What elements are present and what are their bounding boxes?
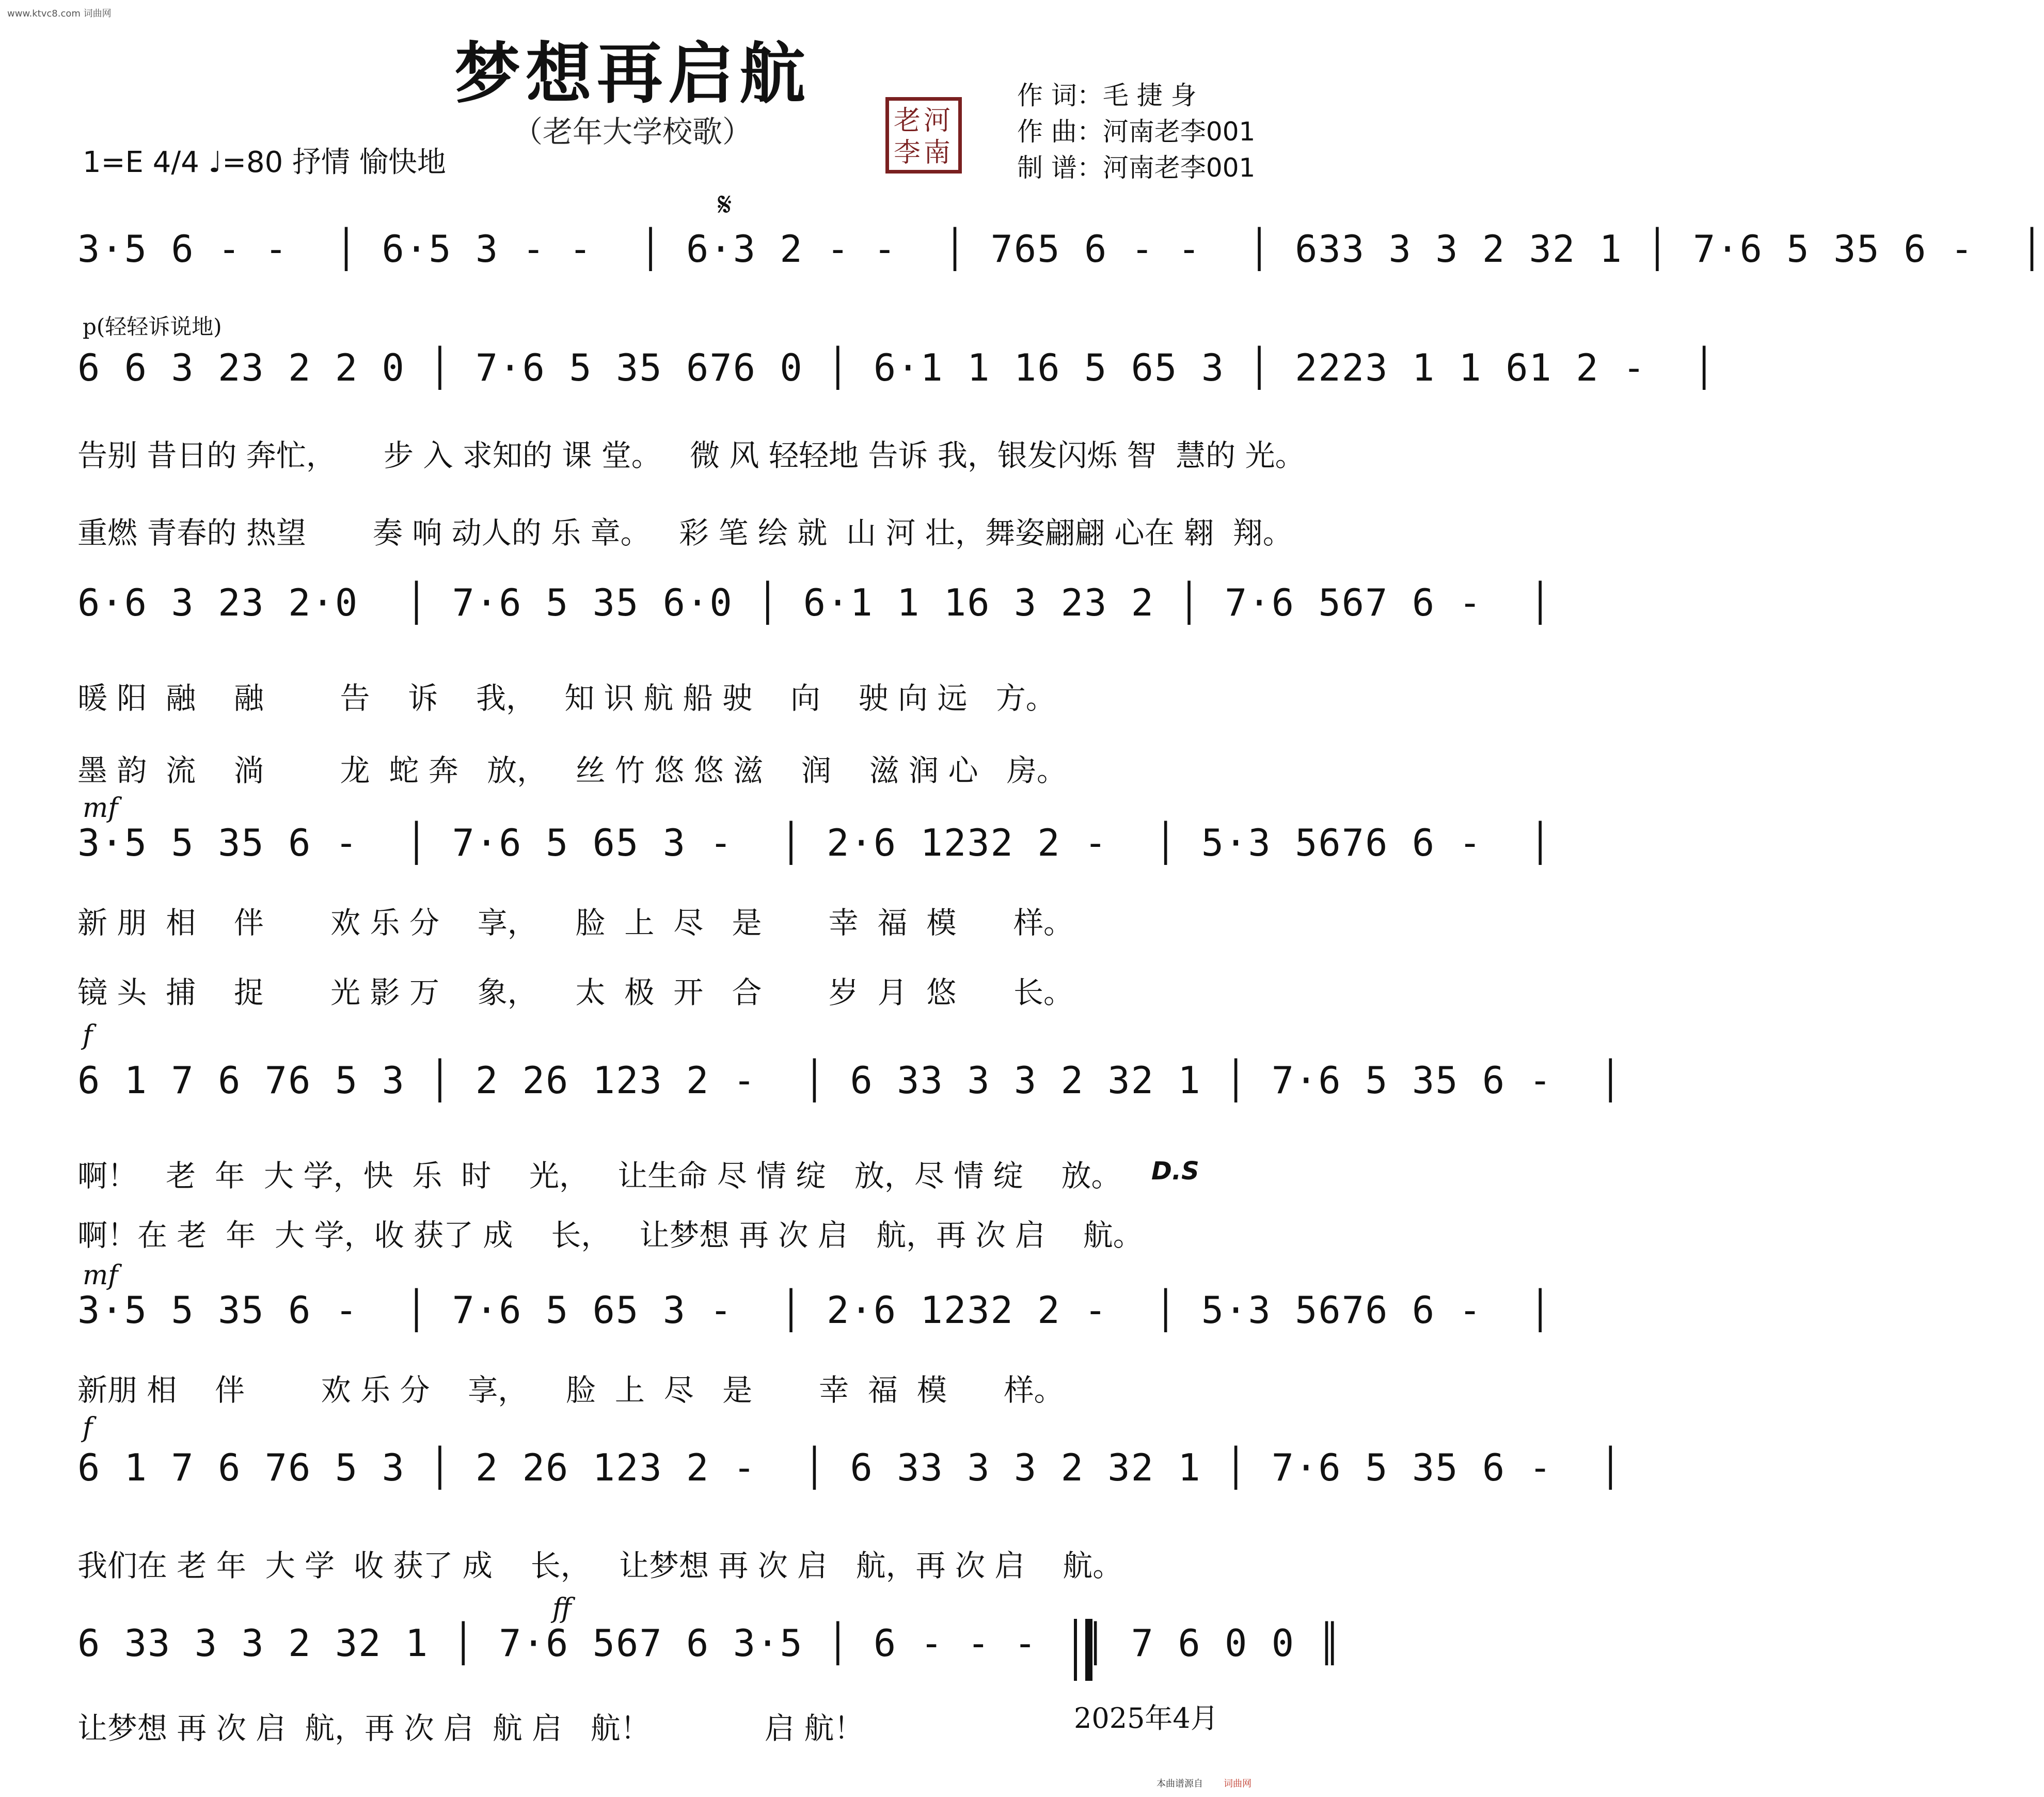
final-barline [1074, 1619, 1092, 1681]
lyrics-line: 暖 阳 融 融 告 诉 我， 知 识 航 船 驶 向 驶 向 远 方。 [77, 681, 1056, 716]
date-label: 2025年4月 [1074, 1702, 1218, 1735]
lyrics-line: 重燃 青春的 热望 奏 响 动人的 乐 章。 彩 笔 绘 就 山 河 壮，舞姿翩翩 心在 翱 翔。 [77, 515, 1293, 550]
lyrics-line: 啊！ 老 年 大 学，快 乐 时 光， 让生命 尽 情 绽 放，尽 情 绽 放。 [77, 1158, 1121, 1193]
page-subtitle: （老年大学校歌） [512, 114, 752, 149]
footer-site: 词曲网 [1224, 1778, 1251, 1789]
footer-source: 本曲谱源自 [1156, 1778, 1203, 1789]
dynamic-marking: p(轻轻诉说地) [83, 314, 222, 339]
seal-stamp: 老河 李南 [885, 97, 962, 174]
credits [1017, 77, 1255, 186]
score-row-1-notes: 3·5 6 - - │ 6·5 3 - - │ 6·3 2 - - │ 765 6 - - │ 633 3 3 2 32 1 │ 7·6 5 35 6 - │ [77, 227, 2044, 271]
dynamic-marking: f [83, 1412, 93, 1443]
lyrics-line: 镜 头 捕 捉 光 影 万 象， 太 极 开 合 岁 月 悠 长。 [77, 975, 1073, 1010]
site-label: www.ktvc8.com 词曲网 [7, 8, 112, 19]
lyrics-line: 新 朋 相 伴 欢 乐 分 享， 脸 上 尽 是 幸 福 模 样。 [77, 905, 1073, 940]
score-row-2-notes: 6 6 3 23 2 2 0 │ 7·6 5 35 676 0 │ 6·1 1 16 5 65 3 │ 2223 1 1 61 2 - │ [77, 346, 1717, 389]
score-row-7-notes: 6 1 7 6 76 5 3 │ 2 26 123 2 - │ 6 33 3 3 2 32 1 │ 7·6 5 35 6 - │ [77, 1446, 1623, 1489]
score-row-4-notes: 3·5 5 35 6 - │ 7·6 5 65 3 - │ 2·6 1232 2 - │ 5·3 5676 6 - │ [77, 821, 1552, 864]
score-row-3-notes: 6·6 3 23 2·0 │ 7·6 5 35 6·0 │ 6·1 1 16 3 23 2 │ 7·6 567 6 - │ [77, 581, 1552, 624]
key-signature: 1=E 4/4 ♩=80 抒情 愉快地 [83, 146, 446, 179]
score-row-8-notes: 6 33 3 3 2 32 1 │ 7·6 567 6 3·5 │ 6 - - - │ 7 6 0 0 ║ [77, 1621, 1342, 1665]
lyrics-line: 告别 昔日的 奔忙， 步 入 求知的 课 堂。 微 风 轻轻地 告诉 我，银发闪烁 智 慧的 光。 [77, 438, 1305, 473]
lyrics-line: 啊！在 老 年 大 学，收 获了 成 长， 让梦想 再 次 启 航，再 次 启 航。 [77, 1218, 1143, 1253]
segno-sign: 𝄋 [718, 186, 732, 224]
dynamic-marking: f [83, 1020, 93, 1051]
dynamic-marking: ff [552, 1593, 572, 1624]
page-title: 梦想再启航 [454, 36, 811, 113]
score-row-5-notes: 6 1 7 6 76 5 3 │ 2 26 123 2 - │ 6 33 3 3 2 32 1 │ 7·6 5 35 6 - │ [77, 1059, 1623, 1102]
ds-marking: D.S [1151, 1157, 1199, 1186]
lyricist-credit: 作 词：毛 捷 身 [1017, 81, 1197, 111]
dynamic-marking: mf [83, 1260, 118, 1291]
dynamic-marking: mf [83, 793, 118, 824]
lyrics-line: 新朋 相 伴 欢 乐 分 享， 脸 上 尽 是 幸 福 模 样。 [77, 1373, 1064, 1408]
notation-credit: 制 谱：河南老李001 [1017, 153, 1256, 183]
lyrics-line: 我们在 老 年 大 学 收 获了 成 长， 让梦想 再 次 启 航，再 次 启 航。 [77, 1548, 1123, 1583]
lyrics-line: 墨 韵 流 淌 龙 蛇 奔 放， 丝 竹 悠 悠 滋 润 滋 润 心 房。 [77, 753, 1067, 788]
lyrics-line: 让梦想 再 次 启 航，再 次 启 航 启 航！ 启 航！ [77, 1711, 864, 1746]
score-row-6-notes: 3·5 5 35 6 - │ 7·6 5 65 3 - │ 2·6 1232 2 - │ 5·3 5676 6 - │ [77, 1288, 1552, 1332]
composer-credit: 作 曲：河南老李001 [1017, 117, 1256, 147]
